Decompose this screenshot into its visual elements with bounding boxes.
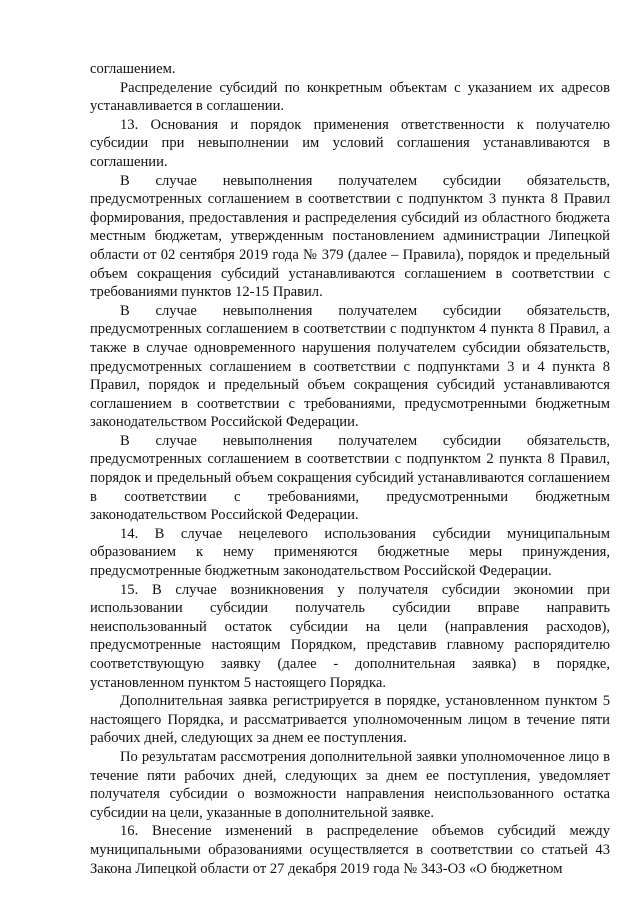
paragraph-item-15: 15. В случае возникновения у получателя субсидии экономии при использовании субсидии получатель субсидии вправе направить неиспользованный остаток субсидии на цели (направления расходов), предусмотренные настоящим Порядком, представив главному распорядителю соответствующую заявку (далее - дополнительная заявка) в порядке, установленном пунктом 5 настоящего Порядка. [90, 581, 610, 691]
paragraph-additional-request: Дополнительная заявка регистрируется в порядке, установленном пунктом 5 настоящего Порядка, и рассматривается уполномоченным лицом в течение пяти рабочих дней, следующих за днем ее поступления. [90, 693, 610, 747]
paragraph-item-13-case-1: В случае невыполнения получателем субсидии обязательств, предусмотренных соглашением в соответствии с подпунктом 3 пункта 8 Правил формирования, предоставления и распределения субсидий из областного бюджета местным бюджетам, утвержденным постановлением администрации Липецкой области от 02 сентября 2019 года № 379 (далее – Правила), порядок и предельный объем сокращения субсидий устанавливаются соглашением в соответствии с требованиями пунктов 12-15 Правил. [90, 172, 610, 301]
paragraph-item-13-case-3: В случае невыполнения получателем субсидии обязательств, предусмотренных соглашением в соответствии с подпунктом 2 пункта 8 Правил, порядок и предельный объем сокращения субсидий устанавливаются соглашением в соответствии с требованиями, предусмотренными бюджетным законодательством Российской Федерации. [90, 432, 610, 524]
paragraph-review-results: По результатам рассмотрения дополнительной заявки уполномоченное лицо в течение пяти рабочих дней, следующих за днем ее поступления, уведомляет получателя субсидии о возможности направления неиспользованного остатка субсидии на цели, указанные в дополнительной заявке. [90, 748, 610, 821]
paragraph-continuation: соглашением. [90, 61, 176, 77]
paragraph-item-13-case-2: В случае невыполнения получателем субсидии обязательств, предусмотренных соглашением в соответствии с подпунктом 4 пункта 8 Правил, а также в случае одновременного нарушения получателем субсидии обязательств, предусмотренных соглашением в соответствии с подпунктами 3 и 4 пункта 8 Правил, порядок и предельный объем сокращения субсидий устанавливаются соглашением в соответствии с требованиями, предусмотренными бюджетным законодательством Российской Федерации. [90, 302, 610, 431]
paragraph-item-14: 14. В случае нецелевого использования субсидии муниципальным образованием к нему применяются бюджетные меры принуждения, предусмотренные бюджетным законодательством Российской Федерации. [90, 525, 610, 580]
paragraph-item-16: 16. Внесение изменений в распределение объемов субсидий между муниципальными образованиями осуществляется в соответствии со статьей 43 Закона Липецкой области от 27 декабря 2019 года № 343-ОЗ «О бюджетном [90, 823, 610, 877]
paragraph-item-13: 13. Основания и порядок применения ответственности к получателю субсидии при невыполнении им условий соглашения устанавливаются в соглашении. [90, 116, 610, 170]
paragraph-distribution: Распределение субсидий по конкретным объектам с указанием их адресов устанавливается в соглашении. [90, 79, 610, 115]
document-body [90, 60, 610, 878]
